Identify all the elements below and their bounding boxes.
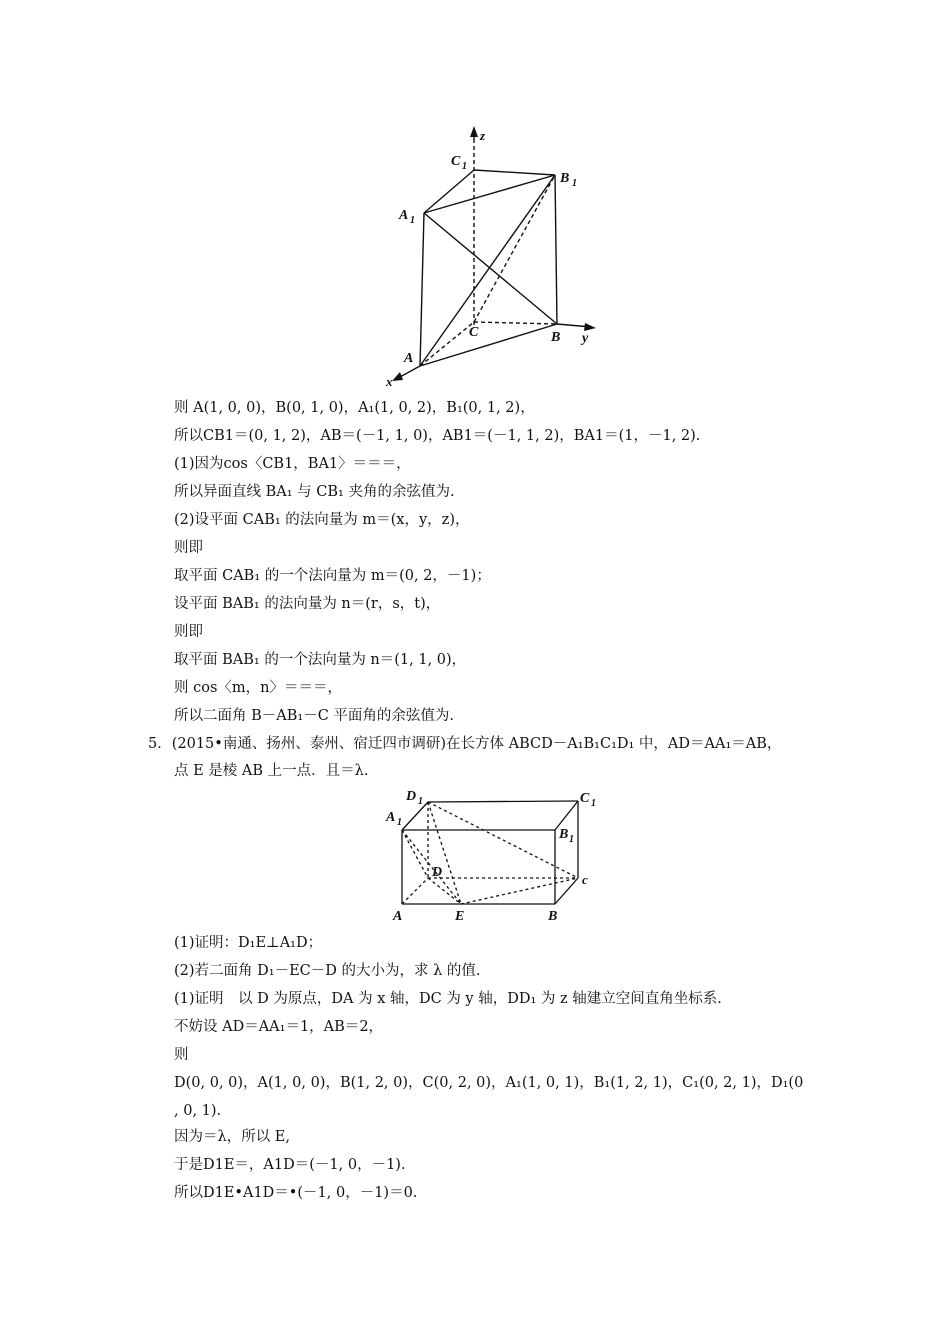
text-line-11: 则 cos〈m，n〉＝＝＝， (174, 680, 342, 696)
prism-diagram (380, 120, 610, 390)
label-B1: B (560, 171, 570, 186)
label-A1-sub: 1 (410, 215, 415, 226)
text2-line-3: (1)证明 以 D 为原点，DA 为 x 轴，DC 为 y 轴，DD₁ 为 z 轴建立空间直角坐标系. (174, 991, 722, 1007)
text2-line-9: 于是D1E＝，A1D＝(－1, 0，－1). (174, 1157, 406, 1173)
figure-box (380, 782, 600, 932)
figure-prism (380, 120, 610, 390)
text2-line-4: 不妨设 AD＝AA₁＝1，AB＝2， (174, 1019, 384, 1035)
label-z: z (480, 128, 486, 143)
problem-5-line-2: 点 E 是棱 AB 上一点．且＝λ. (174, 763, 369, 779)
label-C: C (469, 325, 479, 340)
text-line-2: 所以CB1＝(0, 1, 2)，AB＝(－1, 1, 0)，AB1＝(－1, 1, 2)，BA1＝(1，－1, 2). (174, 428, 701, 444)
label-C1: C (580, 791, 590, 806)
label-A1: A (399, 208, 409, 223)
label-E: E (455, 909, 465, 924)
text2-line-8: 因为＝λ，所以 E, (174, 1129, 290, 1145)
label-C1: C (451, 154, 461, 169)
text2-line-5: 则 (174, 1047, 189, 1063)
box-diagram (380, 782, 600, 932)
text-line-9: 则即 (174, 624, 203, 640)
label-D1: D (406, 789, 417, 804)
label-C1-sub: 1 (462, 161, 467, 172)
label-B1: B (559, 827, 569, 842)
text-line-6: 则即 (174, 540, 203, 556)
label-A1: A (386, 810, 396, 825)
label-A1-sub: 1 (397, 817, 402, 828)
text-line-7: 取平面 CAB₁ 的一个法向量为 m＝(0, 2，－1)； (174, 568, 491, 584)
label-A: A (393, 909, 403, 924)
text-line-12: 所以二面角 B－AB₁－C 平面角的余弦值为. (174, 708, 455, 724)
text-line-5: (2)设平面 CAB₁ 的法向量为 m＝(x，y，z)， (174, 512, 470, 528)
label-B1-sub: 1 (569, 834, 574, 845)
label-B1-sub: 1 (572, 178, 577, 189)
label-B: B (551, 330, 561, 345)
text-line-4: 所以异面直线 BA₁ 与 CB₁ 夹角的余弦值为. (174, 484, 455, 500)
text2-line-7: , 0, 1). (174, 1103, 222, 1119)
label-c: c (582, 872, 588, 887)
text2-line-1: (1)证明：D₁E⊥A₁D； (174, 935, 323, 951)
text-line-3: (1)因为cos〈CB1，BA1〉＝＝＝， (174, 456, 411, 472)
label-A: A (404, 351, 414, 366)
label-x: x (386, 374, 393, 389)
label-C1-sub: 1 (591, 798, 596, 809)
label-y: y (582, 331, 589, 346)
label-B: B (548, 909, 558, 924)
label-D1-sub: 1 (418, 796, 423, 807)
text-line-10: 取平面 BAB₁ 的一个法向量为 n＝(1, 1, 0)， (174, 652, 467, 668)
text2-line-6: D(0, 0, 0)，A(1, 0, 0)，B(1, 2, 0)，C(0, 2, 0)，A₁(1, 0, 1)，B₁(1, 2, 1)，C₁(0, 2, 1)，D₁(0 (174, 1075, 804, 1091)
problem-5-line-1: 5．(2015•南通、扬州、泰州、宿迁四市调研)在长方体 ABCD－A₁B₁C₁D₁ 中，AD＝AA₁＝AB， (148, 736, 782, 752)
text2-line-10: 所以D1E•A1D＝•(－1, 0，－1)＝0. (174, 1185, 418, 1201)
text2-line-2: (2)若二面角 D₁－EC－D 的大小为，求 λ 的值. (174, 963, 481, 979)
label-D: D (432, 865, 443, 880)
text-line-8: 设平面 BAB₁ 的法向量为 n＝(r，s，t)， (174, 596, 441, 612)
text-line-1: 则 A(1, 0, 0)，B(0, 1, 0)，A₁(1, 0, 2)，B₁(0, 1, 2)， (174, 400, 535, 416)
